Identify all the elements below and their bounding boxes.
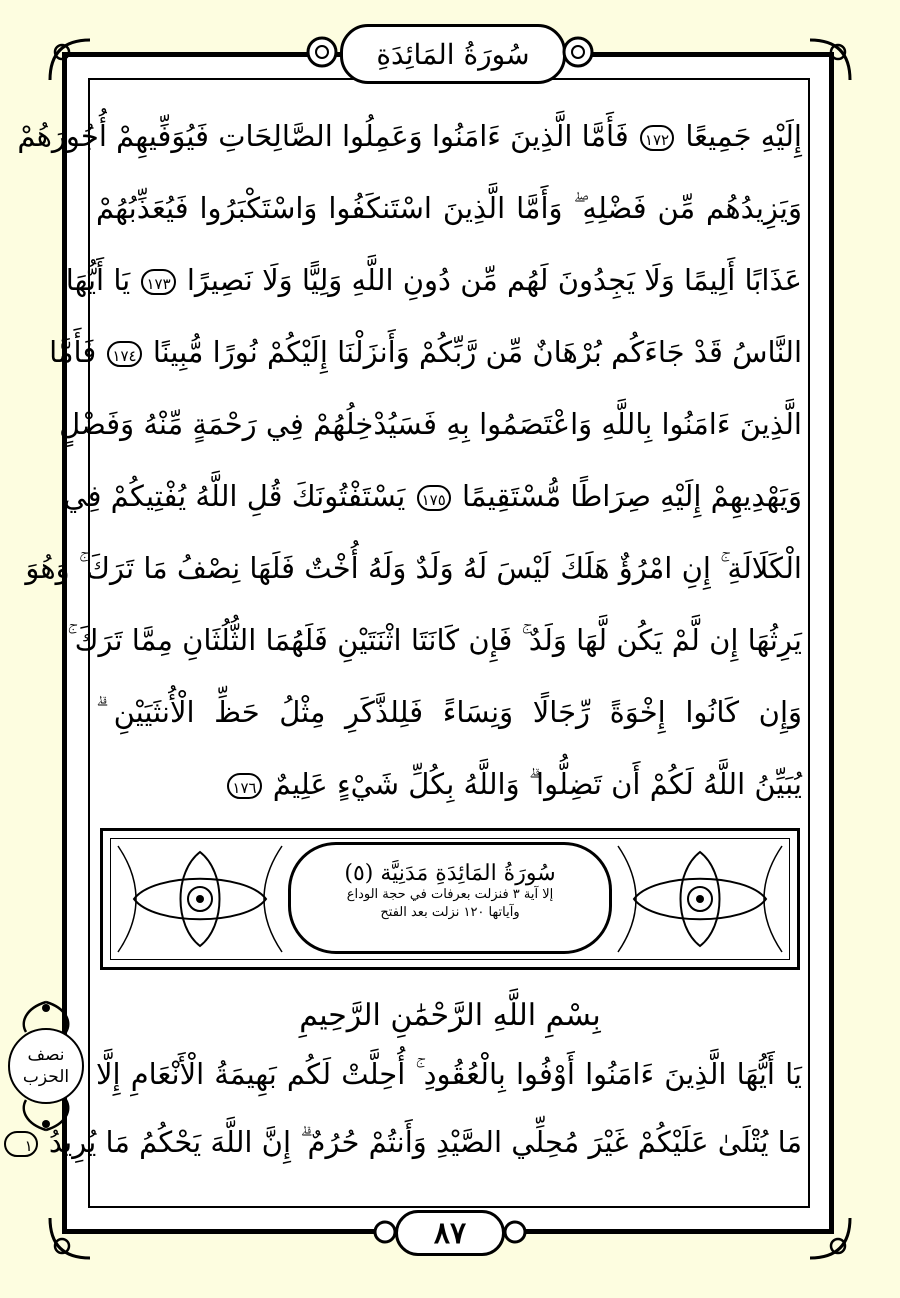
ayah-number-marker: ١ [4, 1131, 38, 1157]
footer-knot-right-icon [500, 1216, 530, 1248]
surah-title: سُورَةُ المَائِدَةِ [340, 24, 566, 84]
verse-line: وَإِن كَانُوا إِخْوَةً رِّجَالًا وَنِسَاءً فَلِلذَّكَرِ مِثْلُ حَظِّ الْأُنثَيَيْنِ ۗ [96, 695, 802, 729]
arabesque-left-icon [114, 842, 286, 956]
corner-ornament-top-right-icon [800, 30, 860, 90]
page-number: ٨٧ [395, 1210, 505, 1256]
ayah-number-marker: ١٧٥ [417, 485, 451, 511]
ayah-number-marker: ١٧٦ [227, 773, 261, 799]
banner-info-line-2: وآياتها ١٢٠ نزلت بعد الفتح [380, 905, 520, 920]
hizb-marker [6, 998, 86, 1134]
corner-ornament-bottom-right-icon [800, 1208, 860, 1268]
verse-line: يَا أَيُّهَا الَّذِينَ ءَامَنُوا أَوْفُوا بِالْعُقُودِ ۚ أُحِلَّتْ لَكُم بَهِيمَةُ الْأَنْعَامِ إِلَّا [96, 1057, 802, 1091]
surah-header [300, 18, 600, 82]
banner-center-plate [288, 842, 612, 954]
surah-number: (٥) [344, 861, 374, 886]
verse-line: الَّذِينَ ءَامَنُوا بِاللَّهِ وَاعْتَصَمُوا بِهِ فَسَيُدْخِلُهُمْ فِي رَحْمَةٍ مِّنْهُ وَفَضْلٍ [59, 407, 802, 441]
banner-title: سُورَةُ المَائِدَةِ مَدَنِيَّة [380, 861, 556, 886]
verse-line: يُبَيِّنُ اللَّهُ لَكُمْ أَن تَضِلُّوا ۗ وَاللَّهُ بِكُلِّ شَيْءٍ عَلِيمٌ ١٧٦ [96, 748, 802, 820]
bismillah: بِسْمِ اللَّهِ الرَّحْمَٰنِ الرَّحِيمِ [299, 998, 601, 1033]
hizb-label-line-1: نصف [27, 1045, 65, 1065]
verse-line: النَّاسُ قَدْ جَاءَكُم بُرْهَانٌ مِّن رَّبِّكُمْ وَأَنزَلْنَا إِلَيْكُمْ نُورًا مُّبِينًا ١٧٤ فَأَمَّا [49, 335, 802, 369]
banner-info-line-1: إلا آية ٣ فنزلت بعرفات في حجة الوداع [346, 887, 554, 902]
verse-line: وَيَزِيدُهُم مِّن فَضْلِهِ ۖ وَأَمَّا الَّذِينَ اسْتَنكَفُوا وَاسْتَكْبَرُوا فَيُعَذِّبُهُمْ [96, 191, 802, 225]
ayah-number-marker: ١٧٤ [107, 341, 141, 367]
hizb-label-line-2: الحزب [22, 1067, 70, 1087]
verse-line: مَا يُتْلَىٰ عَلَيْكُمْ غَيْرَ مُحِلِّي الصَّيْدِ وَأَنتُمْ حُرُمٌ ۗ إِنَّ اللَّهَ يَحْكُمُ مَا يُرِيدُ ١ [96, 1108, 802, 1176]
verse-line: عَذَابًا أَلِيمًا وَلَا يَجِدُونَ لَهُم مِّن دُونِ اللَّهِ وَلِيًّا وَلَا نَصِيرًا ١٧٣ يَا أَيُّهَا [65, 263, 802, 297]
ayah-number-marker: ١٧٢ [640, 125, 674, 151]
surah-banner [100, 828, 800, 970]
hizb-label [8, 1028, 84, 1104]
header-knot-left-icon [300, 32, 344, 72]
corner-ornament-top-left-icon [40, 30, 100, 90]
header-knot-right-icon [556, 32, 600, 72]
verse-line: وَيَهْدِيهِمْ إِلَيْهِ صِرَاطًا مُّسْتَقِيمًا ١٧٥ يَسْتَفْتُونَكَ قُلِ اللَّهُ يُفْتِيكُمْ فِي [63, 479, 802, 513]
ayah-number-marker: ١٧٣ [141, 269, 175, 295]
verses-block-1 [17, 100, 802, 820]
arabesque-right-icon [614, 842, 786, 956]
verse-line: إِلَيْهِ جَمِيعًا ١٧٢ فَأَمَّا الَّذِينَ ءَامَنُوا وَعَمِلُوا الصَّالِحَاتِ فَيُوَفِّيهِمْ أُجُورَهُمْ [17, 119, 802, 153]
banner-title-row [291, 861, 609, 886]
verse-line: يَرِثُهَا إِن لَّمْ يَكُن لَّهَا وَلَدٌ ۚ فَإِن كَانَتَا اثْنَتَيْنِ فَلَهُمَا الثُّلُثَانِ مِمَّا تَرَكَ ۚ [67, 623, 802, 657]
corner-ornament-bottom-left-icon [40, 1208, 100, 1268]
verse-line: الْكَلَالَةِ ۚ إِنِ امْرُؤٌ هَلَكَ لَيْسَ لَهُ وَلَدٌ وَلَهُ أُخْتٌ فَلَهَا نِصْفُ مَا تَرَكَ ۚ وَهُوَ [25, 551, 802, 585]
